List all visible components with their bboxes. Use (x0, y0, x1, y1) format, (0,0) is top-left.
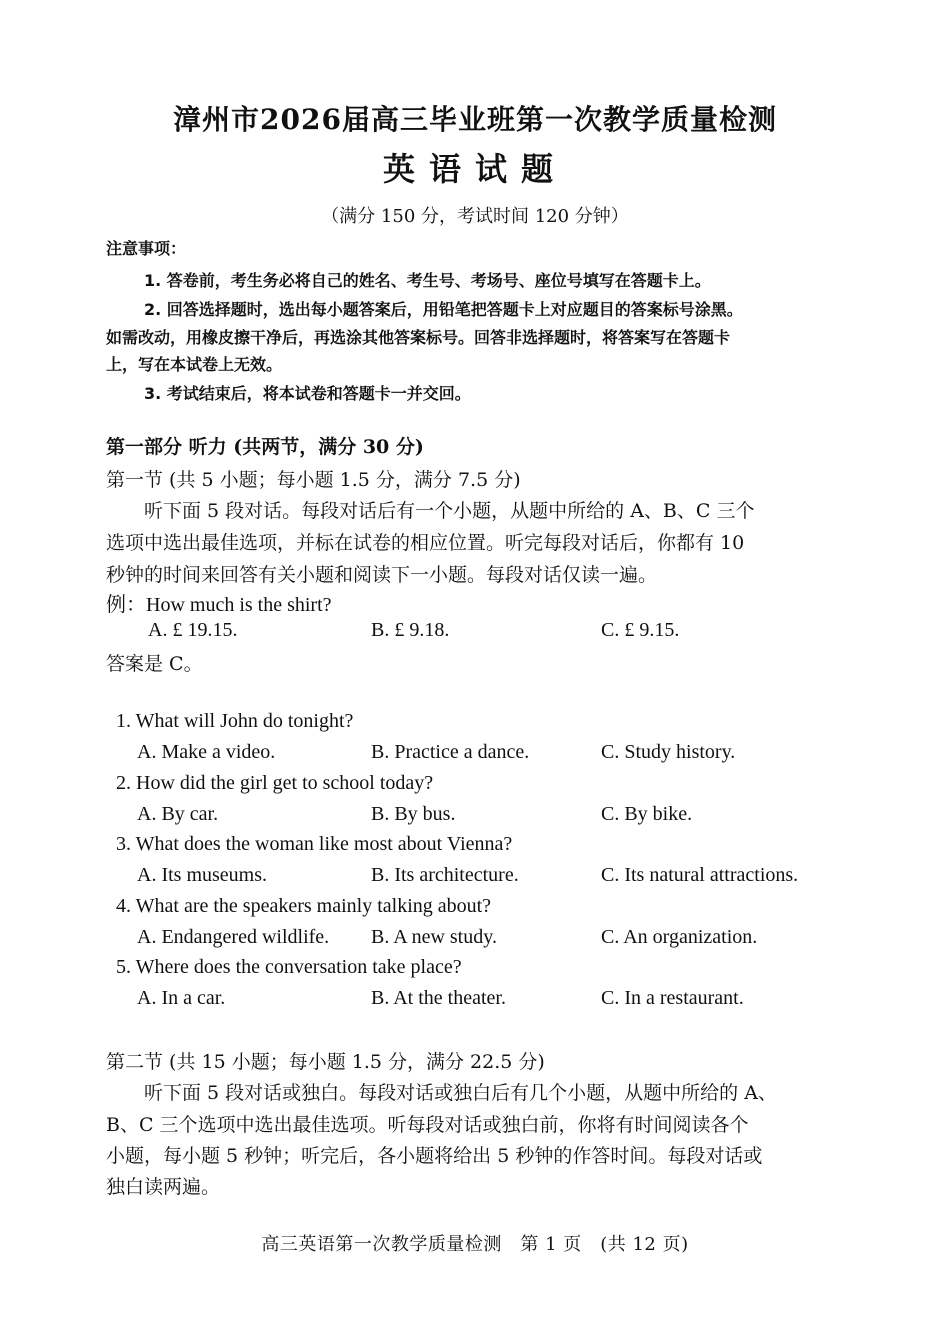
question-4: 4. What are the speakers mainly talking about? (116, 895, 492, 917)
notice-item-2-cont-2: 上，写在本试卷上无效。 (106, 355, 283, 374)
section1-instruction-2: 选项中选出最佳选项，并标在试卷的相应位置。听完每段对话后，你都有 10 (106, 532, 745, 554)
section2-instruction-3: 小题，每小题 5 秒钟；听完后，各小题将给出 5 秒钟的作答时间。每段对话或 (106, 1145, 763, 1167)
section2-instruction-4: 独白读两遍。 (106, 1176, 221, 1198)
notice-item-2: 2. 回答选择题时，选出每小题答案后，用铅笔把答题卡上对应题目的答案标号涂黑。 (144, 300, 743, 319)
score-info: （满分 150 分，考试时间 120 分钟） (321, 206, 629, 227)
question-2-option-b: B. By bus. (371, 803, 456, 825)
question-4-option-c: C. An organization. (601, 926, 758, 948)
example-option-b: B. £ 9.18. (371, 619, 450, 641)
notice-heading: 注意事项： (106, 239, 187, 258)
question-2-option-c: C. By bike. (601, 803, 693, 825)
question-5: 5. Where does the conversation take place? (116, 956, 462, 978)
section1-heading: 第一节 (共 5 小题；每小题 1.5 分，满分 7.5 分) (106, 469, 521, 491)
question-4-option-a: A. Endangered wildlife. (137, 926, 330, 948)
section1-instruction-1: 听下面 5 段对话。每段对话后有一个小题，从题中所给的 A、B、C 三个 (144, 500, 755, 522)
question-1: 1. What will John do tonight? (116, 710, 354, 732)
question-3-option-b: B. Its architecture. (371, 864, 519, 886)
exam-title: 漳州市2026届高三毕业班第一次教学质量检测 (173, 103, 777, 136)
notice-item-3: 3. 考试结束后，将本试卷和答题卡一并交回。 (144, 384, 471, 403)
part1-heading: 第一部分 听力 (共两节，满分 30 分) (106, 436, 424, 458)
question-3: 3. What does the woman like most about Vienna? (116, 833, 513, 855)
notice-item-1: 1. 答卷前，考生务必将自己的姓名、考生号、考场号、座位号填写在答题卡上。 (144, 271, 711, 290)
section2-heading: 第二节 (共 15 小题；每小题 1.5 分，满分 22.5 分) (106, 1051, 545, 1073)
question-1-option-b: B. Practice a dance. (371, 741, 530, 763)
exam-subtitle: 英语试题 (382, 150, 567, 188)
notice-item-2-cont: 如需改动，用橡皮擦干净后，再选涂其他答案标号。回答非选择题时，将答案写在答题卡 (106, 328, 731, 347)
question-2: 2. How did the girl get to school today? (116, 772, 434, 794)
question-5-option-c: C. In a restaurant. (601, 987, 744, 1009)
example-option-c: C. £ 9.15. (601, 619, 680, 641)
question-1-option-a: A. Make a video. (137, 741, 276, 763)
question-3-option-c: C. Its natural attractions. (601, 864, 799, 886)
section2-instruction-1: 听下面 5 段对话或独白。每段对话或独白后有几个小题，从题中所给的 A、 (144, 1082, 777, 1104)
example-answer: 答案是 C。 (106, 653, 203, 675)
page-footer: 高三英语第一次教学质量检测 第 1 页 (共 12 页) (261, 1234, 689, 1255)
section2-instruction-2: B、C 三个选项中选出最佳选项。听每段对话或独白前，你将有时间阅读各个 (106, 1114, 749, 1136)
question-4-option-b: B. A new study. (371, 926, 497, 948)
example-question: 例：How much is the shirt? (106, 594, 332, 616)
section1-instruction-3: 秒钟的时间来回答有关小题和阅读下一小题。每段对话仅读一遍。 (106, 564, 658, 586)
example-option-a: A. £ 19.15. (148, 619, 238, 641)
question-3-option-a: A. Its museums. (137, 864, 267, 886)
question-1-option-c: C. Study history. (601, 741, 736, 763)
question-5-option-b: B. At the theater. (371, 987, 506, 1009)
question-5-option-a: A. In a car. (137, 987, 226, 1009)
question-2-option-a: A. By car. (137, 803, 219, 825)
